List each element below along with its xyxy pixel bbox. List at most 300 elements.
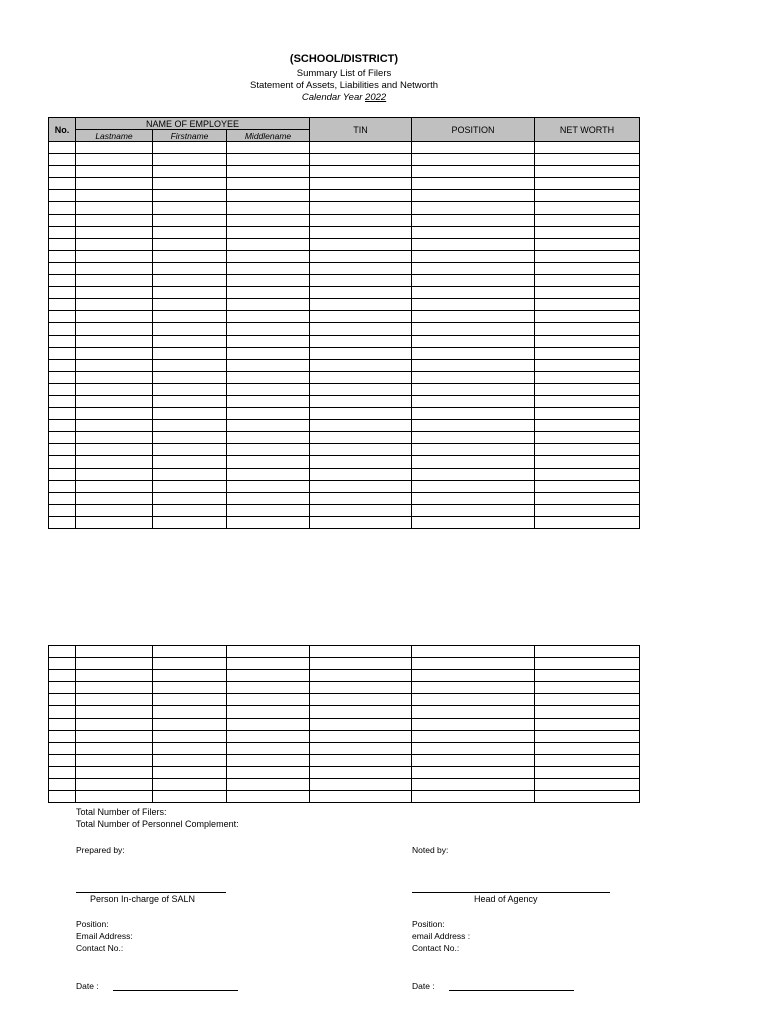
table-cell xyxy=(310,670,412,682)
table-cell xyxy=(412,178,535,190)
table-cell xyxy=(310,791,412,803)
table-cell xyxy=(310,694,412,706)
table-cell xyxy=(49,779,76,791)
table-row xyxy=(49,371,640,383)
table-cell xyxy=(49,420,76,432)
table-cell xyxy=(76,359,153,371)
table-cell xyxy=(535,456,640,468)
table-cell xyxy=(535,202,640,214)
table-cell xyxy=(535,658,640,670)
table-cell xyxy=(310,706,412,718)
table-cell xyxy=(412,504,535,516)
table-cell xyxy=(227,444,310,456)
table-row xyxy=(49,444,640,456)
table-cell xyxy=(412,492,535,504)
filers-table-continued xyxy=(48,645,640,803)
table-cell xyxy=(412,658,535,670)
prepared-by-signature-line xyxy=(76,892,226,893)
table-cell xyxy=(412,694,535,706)
table-cell xyxy=(227,456,310,468)
table-row xyxy=(49,480,640,492)
table-cell xyxy=(49,178,76,190)
table-cell xyxy=(412,262,535,274)
table-row xyxy=(49,420,640,432)
table-cell xyxy=(535,214,640,226)
table-cell xyxy=(153,238,227,250)
table-cell xyxy=(153,779,227,791)
table-cell xyxy=(76,718,153,730)
table-cell xyxy=(153,166,227,178)
table-cell xyxy=(153,299,227,311)
table-cell xyxy=(76,516,153,528)
table-cell xyxy=(76,214,153,226)
table-cell xyxy=(412,311,535,323)
statement-title: Statement of Assets, Liabilities and Networth xyxy=(250,80,438,91)
table-cell xyxy=(76,190,153,202)
table-cell xyxy=(412,166,535,178)
table-cell xyxy=(76,262,153,274)
table-cell xyxy=(227,287,310,299)
header-name-of-employee: NAME OF EMPLOYEE xyxy=(76,118,310,130)
table-cell xyxy=(412,754,535,766)
table-row xyxy=(49,779,640,791)
table-cell xyxy=(49,682,76,694)
table-cell xyxy=(153,178,227,190)
table-row xyxy=(49,202,640,214)
table-row xyxy=(49,682,640,694)
table-cell xyxy=(153,311,227,323)
table-cell xyxy=(153,682,227,694)
table-cell xyxy=(76,299,153,311)
table-cell xyxy=(153,420,227,432)
table-cell xyxy=(412,323,535,335)
calendar-year xyxy=(0,92,688,103)
table-cell xyxy=(310,480,412,492)
table-cell xyxy=(310,299,412,311)
table-cell xyxy=(535,480,640,492)
table-cell xyxy=(412,682,535,694)
table-cell xyxy=(535,779,640,791)
table-cell xyxy=(153,287,227,299)
noted-by-contact: Contact No.: xyxy=(412,943,460,953)
table-cell xyxy=(76,371,153,383)
table-cell xyxy=(535,166,640,178)
prepared-by-date-line xyxy=(113,990,238,991)
table-cell xyxy=(310,383,412,395)
table-cell xyxy=(76,742,153,754)
table-cell xyxy=(153,383,227,395)
table-cell xyxy=(310,371,412,383)
table-row xyxy=(49,706,640,718)
table-cell xyxy=(412,250,535,262)
table-cell xyxy=(227,754,310,766)
table-cell xyxy=(412,154,535,166)
table-cell xyxy=(310,516,412,528)
table-cell xyxy=(76,432,153,444)
table-cell xyxy=(76,754,153,766)
table-cell xyxy=(76,420,153,432)
table-cell xyxy=(310,190,412,202)
table-cell xyxy=(535,250,640,262)
table-cell xyxy=(76,730,153,742)
table-row xyxy=(49,142,640,154)
table-cell xyxy=(227,347,310,359)
table-cell xyxy=(49,791,76,803)
table-row xyxy=(49,262,640,274)
table-cell xyxy=(227,492,310,504)
table-cell xyxy=(412,347,535,359)
table-row xyxy=(49,516,640,528)
table-cell xyxy=(153,456,227,468)
table-cell xyxy=(49,359,76,371)
table-cell xyxy=(49,706,76,718)
table-cell xyxy=(49,444,76,456)
table-cell xyxy=(535,142,640,154)
table-cell xyxy=(227,706,310,718)
table-cell xyxy=(535,275,640,287)
table-cell xyxy=(535,492,640,504)
table-cell xyxy=(76,480,153,492)
table-cell xyxy=(49,395,76,407)
table-cell xyxy=(227,480,310,492)
document-subtitle: Summary List of Filers xyxy=(296,68,392,79)
table-cell xyxy=(76,226,153,238)
table-cell xyxy=(412,238,535,250)
table-cell xyxy=(49,718,76,730)
table-cell xyxy=(412,335,535,347)
table-cell xyxy=(49,468,76,480)
table-cell xyxy=(310,444,412,456)
table-cell xyxy=(535,299,640,311)
table-cell xyxy=(49,238,76,250)
table-row xyxy=(49,323,640,335)
table-cell xyxy=(76,395,153,407)
table-cell xyxy=(76,682,153,694)
table-row xyxy=(49,383,640,395)
table-cell xyxy=(153,347,227,359)
table-cell xyxy=(227,371,310,383)
table-cell xyxy=(49,166,76,178)
table-cell xyxy=(227,154,310,166)
table-cell xyxy=(227,190,310,202)
noted-by-email: email Address : xyxy=(412,931,471,941)
table-cell xyxy=(153,408,227,420)
noted-by-label: Noted by: xyxy=(412,845,449,855)
table-cell xyxy=(227,299,310,311)
table-cell xyxy=(310,287,412,299)
table-cell xyxy=(227,408,310,420)
table-cell xyxy=(227,742,310,754)
table-cell xyxy=(535,420,640,432)
table-cell xyxy=(76,238,153,250)
table-cell xyxy=(535,262,640,274)
table-cell xyxy=(535,682,640,694)
table-cell xyxy=(76,202,153,214)
table-cell xyxy=(310,395,412,407)
table-cell xyxy=(49,480,76,492)
table-cell xyxy=(76,154,153,166)
filers-table xyxy=(48,117,640,529)
table-cell xyxy=(412,359,535,371)
table-cell xyxy=(76,492,153,504)
table-cell xyxy=(49,742,76,754)
table-cell xyxy=(153,142,227,154)
header-net-worth: NET WORTH xyxy=(535,118,640,142)
table-cell xyxy=(49,347,76,359)
table-cell xyxy=(227,359,310,371)
table-cell xyxy=(535,311,640,323)
table-cell xyxy=(412,706,535,718)
table-cell xyxy=(153,670,227,682)
table-cell xyxy=(412,190,535,202)
table-row xyxy=(49,226,640,238)
table-cell xyxy=(76,468,153,480)
table-cell xyxy=(76,766,153,778)
noted-by-date-line xyxy=(449,990,574,991)
table-row xyxy=(49,468,640,480)
table-cell xyxy=(49,190,76,202)
table-cell xyxy=(227,682,310,694)
table-cell xyxy=(227,504,310,516)
table-cell xyxy=(153,262,227,274)
table-cell xyxy=(153,504,227,516)
table-cell xyxy=(412,444,535,456)
table-row xyxy=(49,492,640,504)
table-row xyxy=(49,238,640,250)
filers-table-continued-body xyxy=(49,646,640,803)
table-cell xyxy=(76,250,153,262)
table-cell xyxy=(227,730,310,742)
table-cell xyxy=(76,456,153,468)
table-row xyxy=(49,178,640,190)
table-cell xyxy=(535,742,640,754)
header-no: No. xyxy=(49,118,76,142)
table-cell xyxy=(153,742,227,754)
table-cell xyxy=(227,311,310,323)
header-position: POSITION xyxy=(412,118,535,142)
table-row xyxy=(49,658,640,670)
table-cell xyxy=(227,335,310,347)
table-cell xyxy=(227,791,310,803)
table-cell xyxy=(76,504,153,516)
table-cell xyxy=(310,779,412,791)
filers-table-body xyxy=(49,142,640,529)
table-cell xyxy=(310,456,412,468)
table-cell xyxy=(153,335,227,347)
table-row xyxy=(49,154,640,166)
table-cell xyxy=(310,311,412,323)
table-cell xyxy=(227,420,310,432)
header-firstname: Firstname xyxy=(153,130,227,142)
table-cell xyxy=(535,730,640,742)
table-cell xyxy=(227,250,310,262)
table-cell xyxy=(535,287,640,299)
table-cell xyxy=(76,142,153,154)
total-personnel-label: Total Number of Personnel Complement: xyxy=(76,819,239,829)
table-cell xyxy=(153,214,227,226)
table-cell xyxy=(49,142,76,154)
table-row xyxy=(49,504,640,516)
table-cell xyxy=(535,178,640,190)
table-cell xyxy=(412,791,535,803)
table-cell xyxy=(310,154,412,166)
table-cell xyxy=(412,202,535,214)
table-cell xyxy=(153,154,227,166)
table-cell xyxy=(153,658,227,670)
table-row xyxy=(49,335,640,347)
table-cell xyxy=(49,202,76,214)
table-cell xyxy=(49,694,76,706)
table-cell xyxy=(310,468,412,480)
table-cell xyxy=(412,742,535,754)
table-row xyxy=(49,347,640,359)
table-row xyxy=(49,395,640,407)
table-cell xyxy=(227,395,310,407)
noted-by-role: Head of Agency xyxy=(474,894,538,904)
table-cell xyxy=(227,275,310,287)
table-cell xyxy=(535,706,640,718)
table-cell xyxy=(49,670,76,682)
table-cell xyxy=(535,335,640,347)
table-cell xyxy=(49,323,76,335)
table-cell xyxy=(153,480,227,492)
table-row xyxy=(49,287,640,299)
table-cell xyxy=(227,226,310,238)
table-cell xyxy=(412,480,535,492)
table-cell xyxy=(49,275,76,287)
table-cell xyxy=(153,492,227,504)
table-cell xyxy=(535,694,640,706)
table-cell xyxy=(310,504,412,516)
table-cell xyxy=(412,275,535,287)
table-cell xyxy=(227,432,310,444)
table-cell xyxy=(227,779,310,791)
table-cell xyxy=(49,766,76,778)
table-cell xyxy=(153,706,227,718)
noted-by-position: Position: xyxy=(412,919,445,929)
table-cell xyxy=(49,383,76,395)
table-cell xyxy=(535,408,640,420)
table-cell xyxy=(76,779,153,791)
table-cell xyxy=(153,694,227,706)
table-cell xyxy=(76,347,153,359)
table-row xyxy=(49,299,640,311)
table-row xyxy=(49,250,640,262)
table-cell xyxy=(153,226,227,238)
table-cell xyxy=(49,335,76,347)
document-title: (SCHOOL/DISTRICT) xyxy=(289,53,399,65)
table-cell xyxy=(153,250,227,262)
table-cell xyxy=(76,287,153,299)
table-row xyxy=(49,166,640,178)
table-cell xyxy=(535,154,640,166)
table-cell xyxy=(412,214,535,226)
table-cell xyxy=(535,766,640,778)
table-cell xyxy=(153,646,227,658)
table-cell xyxy=(76,383,153,395)
table-cell xyxy=(153,468,227,480)
table-cell xyxy=(76,706,153,718)
table-cell xyxy=(49,730,76,742)
table-cell xyxy=(412,766,535,778)
table-cell xyxy=(310,214,412,226)
table-cell xyxy=(412,395,535,407)
table-cell xyxy=(76,311,153,323)
table-cell xyxy=(49,504,76,516)
table-row xyxy=(49,646,640,658)
table-cell xyxy=(153,766,227,778)
table-cell xyxy=(76,335,153,347)
table-cell xyxy=(535,238,640,250)
prepared-by-date-label: Date : xyxy=(76,981,99,991)
table-cell xyxy=(49,287,76,299)
table-cell xyxy=(535,383,640,395)
table-cell xyxy=(535,718,640,730)
table-cell xyxy=(153,718,227,730)
table-cell xyxy=(227,718,310,730)
table-cell xyxy=(310,238,412,250)
table-cell xyxy=(49,754,76,766)
table-cell xyxy=(49,658,76,670)
table-row xyxy=(49,214,640,226)
table-cell xyxy=(153,730,227,742)
table-row xyxy=(49,275,640,287)
prepared-by-label: Prepared by: xyxy=(76,845,125,855)
table-row xyxy=(49,754,640,766)
table-cell xyxy=(49,299,76,311)
noted-by-signature-line xyxy=(412,892,610,893)
calendar-year-value: 2022 xyxy=(365,92,387,103)
table-cell xyxy=(227,694,310,706)
table-row xyxy=(49,742,640,754)
table-cell xyxy=(310,730,412,742)
table-cell xyxy=(412,371,535,383)
table-cell xyxy=(310,754,412,766)
table-cell xyxy=(153,432,227,444)
table-cell xyxy=(412,383,535,395)
table-cell xyxy=(310,718,412,730)
table-cell xyxy=(310,408,412,420)
table-cell xyxy=(49,492,76,504)
table-row xyxy=(49,190,640,202)
table-cell xyxy=(227,766,310,778)
table-cell xyxy=(153,791,227,803)
table-cell xyxy=(76,646,153,658)
table-cell xyxy=(412,299,535,311)
table-cell xyxy=(227,166,310,178)
table-cell xyxy=(412,226,535,238)
table-cell xyxy=(49,262,76,274)
table-row xyxy=(49,456,640,468)
table-row xyxy=(49,766,640,778)
table-cell xyxy=(535,190,640,202)
table-cell xyxy=(535,754,640,766)
table-cell xyxy=(310,766,412,778)
table-cell xyxy=(412,420,535,432)
table-cell xyxy=(310,432,412,444)
table-cell xyxy=(227,214,310,226)
table-cell xyxy=(76,444,153,456)
table-cell xyxy=(535,395,640,407)
table-cell xyxy=(310,202,412,214)
table-cell xyxy=(153,275,227,287)
table-cell xyxy=(227,323,310,335)
table-cell xyxy=(153,202,227,214)
table-cell xyxy=(49,311,76,323)
table-row xyxy=(49,359,640,371)
table-cell xyxy=(412,468,535,480)
table-cell xyxy=(76,670,153,682)
